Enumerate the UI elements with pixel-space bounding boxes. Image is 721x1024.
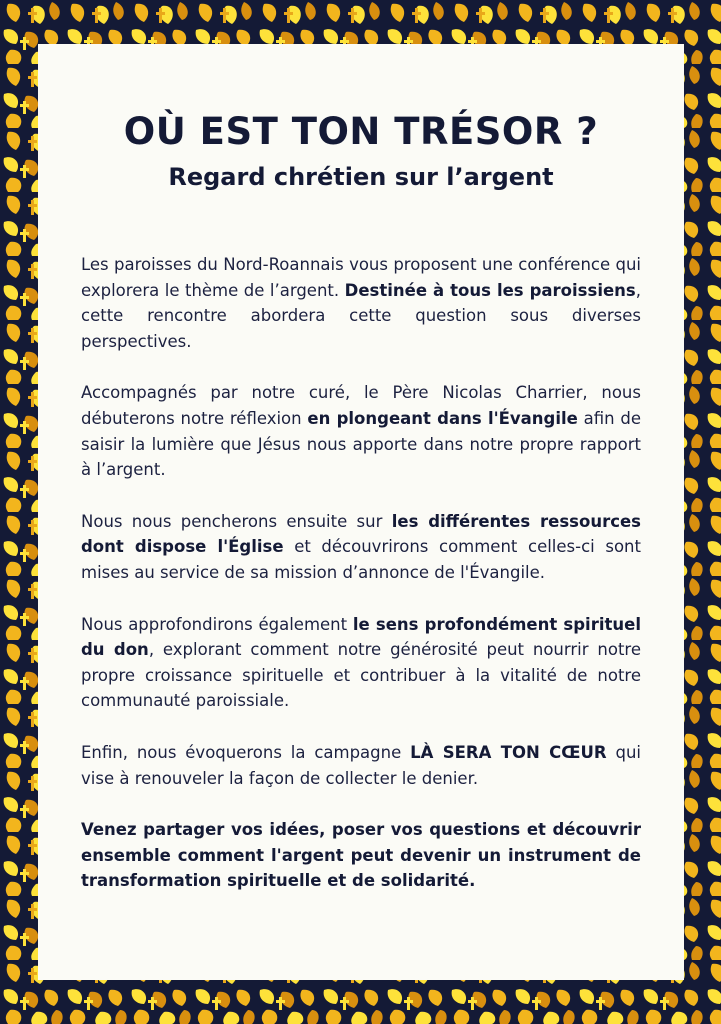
text-span: Les paroisses du Nord-Roannais vous proposent une conférence qui explorera le thème de l’argent. xyxy=(81,255,641,300)
page-subtitle: Regard chrétien sur l’argent xyxy=(168,163,554,191)
paragraph-intro xyxy=(81,252,641,354)
paragraph-resources xyxy=(81,509,641,586)
text-span: qui vise à renouveler la façon de collecter le denier. xyxy=(81,742,641,788)
bold-highlight: LÀ SERA TON CŒUR xyxy=(410,742,607,762)
text-span: Accompagnés par notre curé, le Père Nicolas Charrier, nous débuterons notre réflexion xyxy=(81,383,641,428)
paragraph-campaign xyxy=(81,740,641,791)
page-title: OÙ EST TON TRÉSOR ? xyxy=(123,110,599,153)
content-card xyxy=(38,44,684,980)
bold-highlight: le sens profondément spirituel du don xyxy=(81,614,641,660)
paragraph-gospel xyxy=(81,380,641,482)
body-text xyxy=(81,252,641,894)
text-span: Enfin, nous évoquerons la campagne xyxy=(81,742,411,762)
bold-highlight: Destinée à tous les paroissiens xyxy=(344,280,636,300)
text-span: Nous nous pencherons ensuite sur xyxy=(81,511,392,531)
bold-highlight: les différentes ressources dont dispose l'Église xyxy=(81,511,641,557)
paragraph-closing: Venez partager vos idées, poser vos questions et découvrir ensemble comment l'argent peut devenir un instrument de transformation spirituelle et de solidarité. xyxy=(81,820,641,891)
text-span: Nous approfondirons également xyxy=(81,614,353,634)
bold-highlight: en plongeant dans l'Évangile xyxy=(307,408,578,428)
text-span: , explorant comment notre générosité peut nourrir notre propre croissance spirituelle et contribuer à la vitalité de notre communauté paroissiale. xyxy=(81,640,641,711)
text-span: et découvrirons comment celles-ci sont mises au service de sa mission d’annonce de l'Évangile. xyxy=(81,537,641,582)
text-span: afin de saisir la lumière que Jésus nous apporte dans notre propre rapport à l’argent. xyxy=(81,408,641,480)
text-span: , cette rencontre abordera cette question sous diverses perspectives. xyxy=(81,280,641,351)
paragraph-gift xyxy=(81,612,641,714)
